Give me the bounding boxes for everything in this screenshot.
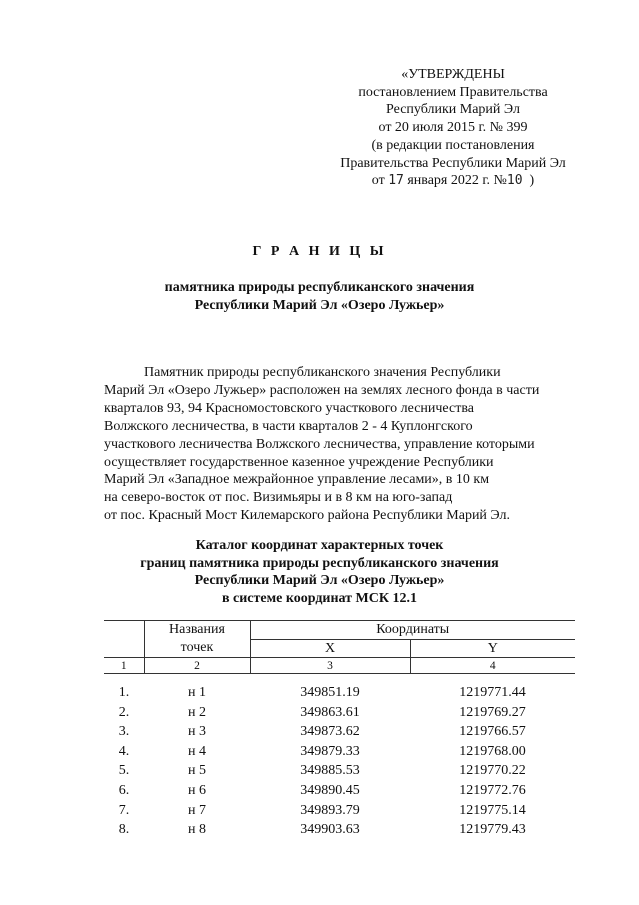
coord-y: 1219775.14 bbox=[459, 802, 526, 818]
table-row bbox=[104, 801, 575, 821]
coord-x: 349863.61 bbox=[300, 704, 360, 720]
row-number: 2. bbox=[118, 704, 130, 720]
para-line-4: Волжского лесничества, в части кварталов 2 - 4 Куплонгского bbox=[104, 418, 473, 434]
page-title: Г Р А Н И Ц Ы bbox=[252, 244, 387, 259]
table-row bbox=[104, 683, 575, 703]
point-name: н 6 bbox=[188, 782, 206, 798]
approval-date-prefix: от bbox=[371, 173, 385, 189]
col-num-4: 4 bbox=[410, 658, 575, 674]
coord-y: 1219769.27 bbox=[459, 704, 526, 720]
coord-x: 349851.19 bbox=[300, 685, 360, 700]
para-line-8: на северо-восток от пос. Визимьяры и в 8 км на юго-запад bbox=[104, 490, 453, 506]
subtitle-line-2: Республики Марий Эл «Озеро Лужьер» bbox=[194, 297, 445, 313]
coord-y: 1219772.76 bbox=[459, 782, 526, 798]
catalog-line-4: в системе координат МСК 12.1 bbox=[221, 590, 418, 606]
row-number: 1. bbox=[118, 685, 130, 700]
row-number: 4. bbox=[118, 743, 130, 759]
catalog-line-1: Каталог координат характерных точек bbox=[195, 538, 444, 553]
col-num-3: 3 bbox=[250, 658, 410, 674]
para-line-1: Памятник природы республиканского значения Республики bbox=[144, 365, 501, 380]
description-paragraph bbox=[104, 364, 574, 525]
table-row bbox=[104, 761, 575, 781]
catalog-heading bbox=[0, 537, 639, 607]
catalog-line-3: Республики Марий Эл «Озеро Лужьер» bbox=[194, 573, 445, 588]
table-row bbox=[104, 703, 575, 723]
table-row bbox=[104, 781, 575, 801]
para-line-9: от пос. Красный Мост Килемарского района Республики Марий Эл. bbox=[104, 508, 510, 524]
header-y: Y bbox=[410, 640, 575, 658]
coord-y: 1219771.44 bbox=[459, 685, 526, 700]
coord-y: 1219770.22 bbox=[459, 763, 526, 779]
row-number: 6. bbox=[118, 782, 130, 798]
approval-line-1: «УТВЕРЖДЕНЫ bbox=[401, 67, 505, 82]
col-num-2: 2 bbox=[144, 658, 250, 674]
coordinates-table-body bbox=[104, 683, 575, 840]
coord-x: 349885.53 bbox=[300, 763, 360, 779]
header-points: точек bbox=[144, 640, 250, 658]
point-name: н 8 bbox=[188, 822, 206, 838]
coord-x: 349903.63 bbox=[300, 822, 360, 838]
approval-line-2: постановлением Правительства bbox=[358, 84, 548, 100]
point-name: н 1 bbox=[188, 685, 206, 700]
coord-x: 349893.79 bbox=[300, 802, 360, 818]
approval-date-middle: января 2022 г. № bbox=[407, 173, 507, 189]
header-names: Названия bbox=[144, 621, 250, 640]
table-row bbox=[104, 742, 575, 762]
approval-line-6: Правительства Республики Марий Эл bbox=[340, 155, 566, 171]
catalog-line-2: границ памятника природы республиканского значения bbox=[140, 555, 499, 571]
page-subtitle bbox=[0, 279, 639, 314]
approval-line-5: (в редакции постановления bbox=[371, 137, 535, 153]
subtitle-line-1: памятника природы республиканского значения bbox=[164, 280, 475, 295]
coordinates-table-header bbox=[104, 620, 575, 674]
row-number: 7. bbox=[118, 802, 130, 818]
row-number: 3. bbox=[118, 724, 130, 740]
point-name: н 5 bbox=[188, 763, 206, 779]
coord-y: 1219766.57 bbox=[459, 724, 526, 740]
header-coordinates: Координаты bbox=[250, 621, 575, 640]
approval-day: 17 bbox=[388, 173, 404, 189]
approval-block bbox=[318, 66, 588, 190]
coord-x: 349879.33 bbox=[300, 743, 360, 759]
coord-y: 1219768.00 bbox=[459, 743, 526, 759]
para-line-3: кварталов 93, 94 Красномостовского участкового лесничества bbox=[104, 400, 474, 416]
coord-y: 1219779.43 bbox=[459, 822, 526, 838]
point-name: н 4 bbox=[188, 743, 206, 759]
para-line-2: Марий Эл «Озеро Лужьер» расположен на землях лесного фонда в части bbox=[104, 382, 540, 398]
table-row bbox=[104, 722, 575, 742]
row-number: 5. bbox=[118, 763, 130, 779]
col-num-1: 1 bbox=[104, 658, 144, 674]
para-line-6: осуществляет государственное казенное учреждение Республики bbox=[104, 454, 494, 470]
approval-date-suffix: ) bbox=[529, 173, 535, 189]
point-name: н 3 bbox=[188, 724, 206, 740]
approval-line-4: от 20 июля 2015 г. № 399 bbox=[378, 120, 528, 136]
approval-number: 10 bbox=[506, 173, 523, 189]
table-row bbox=[104, 820, 575, 840]
para-line-5: участкового лесничества Волжского лесничества, управление которыми bbox=[104, 436, 535, 452]
row-number: 8. bbox=[118, 822, 130, 838]
approval-line-3: Республики Марий Эл bbox=[386, 102, 520, 118]
point-name: н 7 bbox=[188, 802, 206, 818]
coord-x: 349873.62 bbox=[300, 724, 360, 740]
coord-x: 349890.45 bbox=[300, 782, 360, 798]
header-x: X bbox=[250, 640, 410, 658]
point-name: н 2 bbox=[188, 704, 206, 720]
para-line-7: Марий Эл «Западное межрайонное управление лесами», в 10 км bbox=[104, 472, 490, 488]
approval-line-7 bbox=[318, 172, 588, 190]
